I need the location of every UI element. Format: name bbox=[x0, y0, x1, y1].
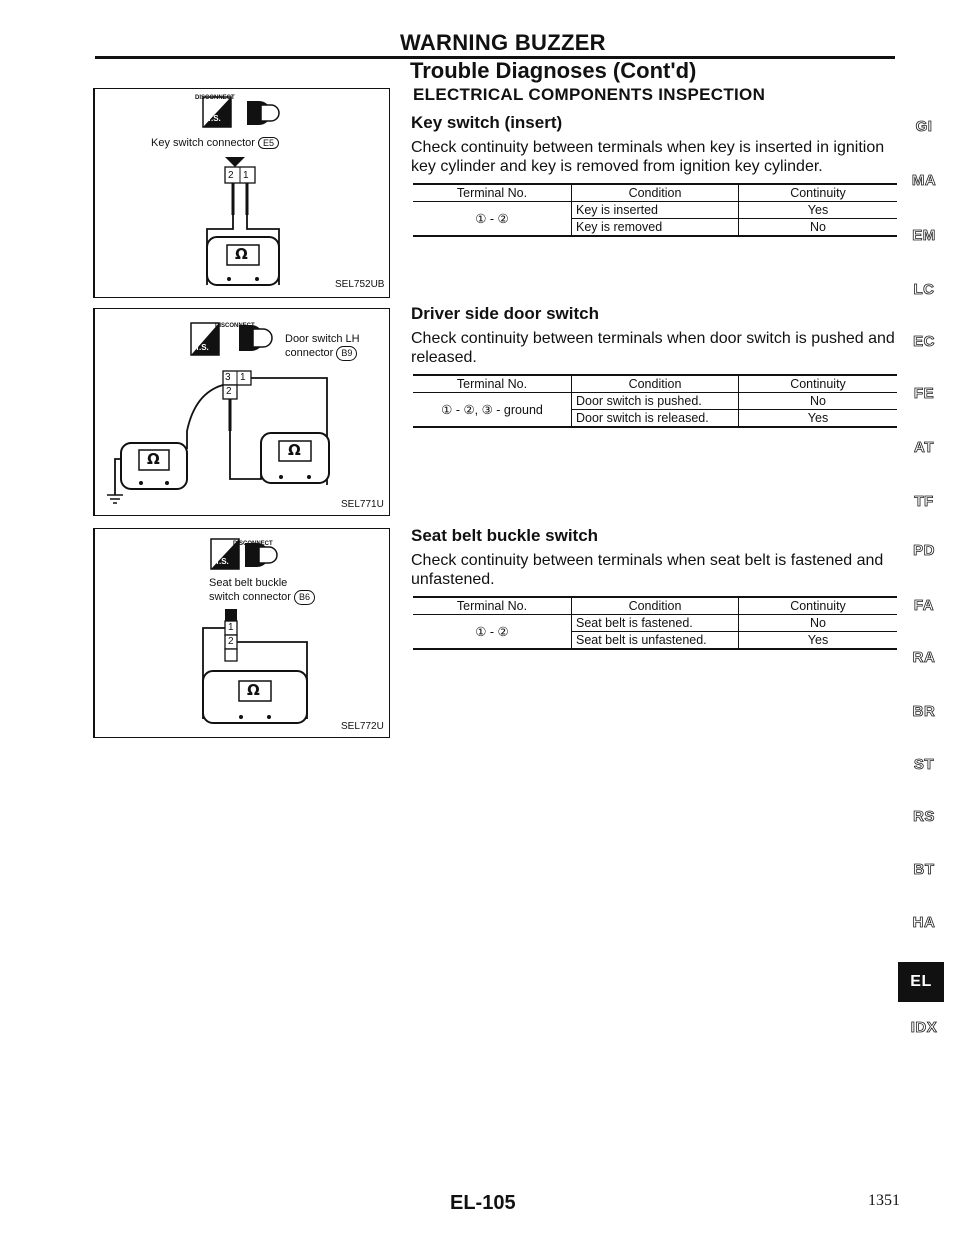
col-condition: Condition bbox=[572, 375, 739, 393]
figure-code: SEL771U bbox=[341, 499, 384, 510]
key-switch-description: Check continuity between terminals when key is inserted in ignition key cylinder and key is removed from ignition key cylinder. bbox=[411, 139, 885, 175]
ohm-symbol: Ω bbox=[235, 245, 248, 263]
ts-label: T.S. bbox=[215, 557, 229, 566]
condition-cell: Seat belt is fastened. bbox=[572, 615, 739, 632]
pin-label: 3 bbox=[225, 372, 231, 383]
ohm-symbol: Ω bbox=[147, 450, 160, 468]
table-row bbox=[413, 202, 897, 219]
ground-icon bbox=[107, 495, 123, 503]
side-tab-el-active[interactable]: EL bbox=[898, 962, 944, 1002]
key-switch-table bbox=[413, 183, 897, 237]
connector-icon bbox=[247, 101, 279, 125]
side-tab-st[interactable]: ST bbox=[913, 756, 935, 773]
continuity-cell: Yes bbox=[739, 202, 898, 219]
pin-label: 1 bbox=[240, 372, 246, 383]
continuity-cell: No bbox=[739, 219, 898, 237]
condition-cell: Door switch is released. bbox=[572, 410, 739, 428]
connector-id-badge: B6 bbox=[294, 590, 315, 605]
seat-belt-connector-label: Seat belt buckle switch connector B6 bbox=[209, 577, 315, 605]
terminal-cell: ① - ②, ③ - ground bbox=[441, 403, 543, 417]
page-subtitle: Trouble Diagnoses (Cont'd) bbox=[410, 58, 697, 83]
seat-belt-description: Check continuity between terminals when seat belt is fastened and unfastened. bbox=[411, 552, 884, 588]
side-tab-em[interactable]: EM bbox=[912, 227, 936, 244]
ohm-symbol: Ω bbox=[247, 681, 260, 699]
connector-id-badge: B9 bbox=[336, 346, 357, 361]
side-tab-fa[interactable]: FA bbox=[913, 597, 935, 614]
table-row bbox=[413, 393, 897, 410]
col-terminal: Terminal No. bbox=[456, 377, 528, 391]
side-tab-gi[interactable]: GI bbox=[915, 118, 933, 135]
side-tab-pd[interactable]: PD bbox=[913, 542, 935, 559]
ohm-symbol: Ω bbox=[288, 441, 301, 459]
terminal-cell: ① - ② bbox=[475, 625, 509, 639]
side-tab-tf[interactable]: TF bbox=[914, 493, 934, 510]
connector-plug-icon bbox=[225, 609, 237, 661]
col-terminal: Terminal No. bbox=[456, 186, 528, 200]
condition-cell: Seat belt is unfastened. bbox=[572, 632, 739, 650]
seat-belt-table bbox=[413, 596, 897, 650]
key-switch-heading: Key switch (insert) bbox=[411, 113, 563, 132]
condition-cell: Key is removed bbox=[572, 219, 739, 237]
side-tab-lc[interactable]: LC bbox=[913, 281, 935, 298]
col-continuity: Continuity bbox=[739, 375, 898, 393]
figure-code: SEL772U bbox=[341, 721, 384, 732]
key-switch-figure bbox=[93, 88, 390, 298]
pin-label: 2 bbox=[226, 386, 232, 397]
col-continuity: Continuity bbox=[739, 184, 898, 202]
disconnect-label: DISCONNECT bbox=[195, 95, 235, 101]
key-switch-diagram bbox=[95, 89, 389, 297]
header-title: WARNING BUZZER bbox=[400, 30, 606, 55]
condition-cell: Door switch is pushed. bbox=[572, 393, 739, 410]
side-tab-ra[interactable]: RA bbox=[912, 649, 936, 666]
disconnect-label: DISCONNECT bbox=[215, 323, 255, 329]
col-condition: Condition bbox=[572, 597, 739, 615]
continuity-cell: No bbox=[739, 393, 898, 410]
side-tab-ec[interactable]: EC bbox=[913, 333, 935, 350]
door-switch-connector-label: Door switch LH connector B9 bbox=[285, 333, 360, 359]
col-continuity: Continuity bbox=[739, 597, 898, 615]
side-tab-ha[interactable]: HA bbox=[912, 914, 936, 931]
side-tab-br[interactable]: BR bbox=[912, 703, 936, 720]
figure-code: SEL752UB bbox=[335, 279, 385, 290]
side-tab-ma[interactable]: MA bbox=[911, 172, 937, 189]
continuity-cell: Yes bbox=[739, 410, 898, 428]
condition-cell: Key is inserted bbox=[572, 202, 739, 219]
door-switch-table bbox=[413, 374, 897, 428]
seat-belt-heading: Seat belt buckle switch bbox=[411, 526, 599, 545]
ts-label: T.S. bbox=[195, 343, 209, 352]
pin-label: 2 bbox=[228, 170, 234, 181]
pin-label: 1 bbox=[228, 622, 234, 633]
ts-label: T.S. bbox=[207, 114, 221, 123]
seat-belt-figure bbox=[93, 528, 390, 738]
side-tab-idx[interactable]: IDX bbox=[910, 1019, 938, 1036]
section-heading: ELECTRICAL COMPONENTS INSPECTION bbox=[413, 85, 766, 104]
continuity-cell: No bbox=[739, 615, 898, 632]
page-number: EL-105 bbox=[450, 1192, 516, 1214]
absolute-page-number: 1351 bbox=[868, 1192, 900, 1209]
side-tab-rs[interactable]: RS bbox=[913, 808, 935, 825]
door-switch-heading: Driver side door switch bbox=[411, 304, 599, 323]
seat-belt-diagram bbox=[95, 529, 389, 737]
pin-label: 2 bbox=[228, 636, 234, 647]
continuity-cell: Yes bbox=[739, 632, 898, 650]
pin-label: 1 bbox=[243, 170, 249, 181]
connector-id-badge: E5 bbox=[258, 137, 279, 149]
door-switch-description: Check continuity between terminals when door switch is pushed and released. bbox=[411, 330, 895, 366]
table-row bbox=[413, 615, 897, 632]
door-switch-figure bbox=[93, 308, 390, 516]
side-tab-fe[interactable]: FE bbox=[913, 385, 935, 402]
col-terminal: Terminal No. bbox=[456, 599, 528, 613]
side-tab-bt[interactable]: BT bbox=[913, 861, 935, 878]
key-switch-connector-label: Key switch connector E5 bbox=[151, 137, 279, 149]
disconnect-label: DISCONNECT bbox=[233, 541, 273, 547]
side-tab-at[interactable]: AT bbox=[914, 439, 934, 456]
terminal-cell: ① - ② bbox=[475, 212, 509, 226]
col-condition: Condition bbox=[572, 184, 739, 202]
